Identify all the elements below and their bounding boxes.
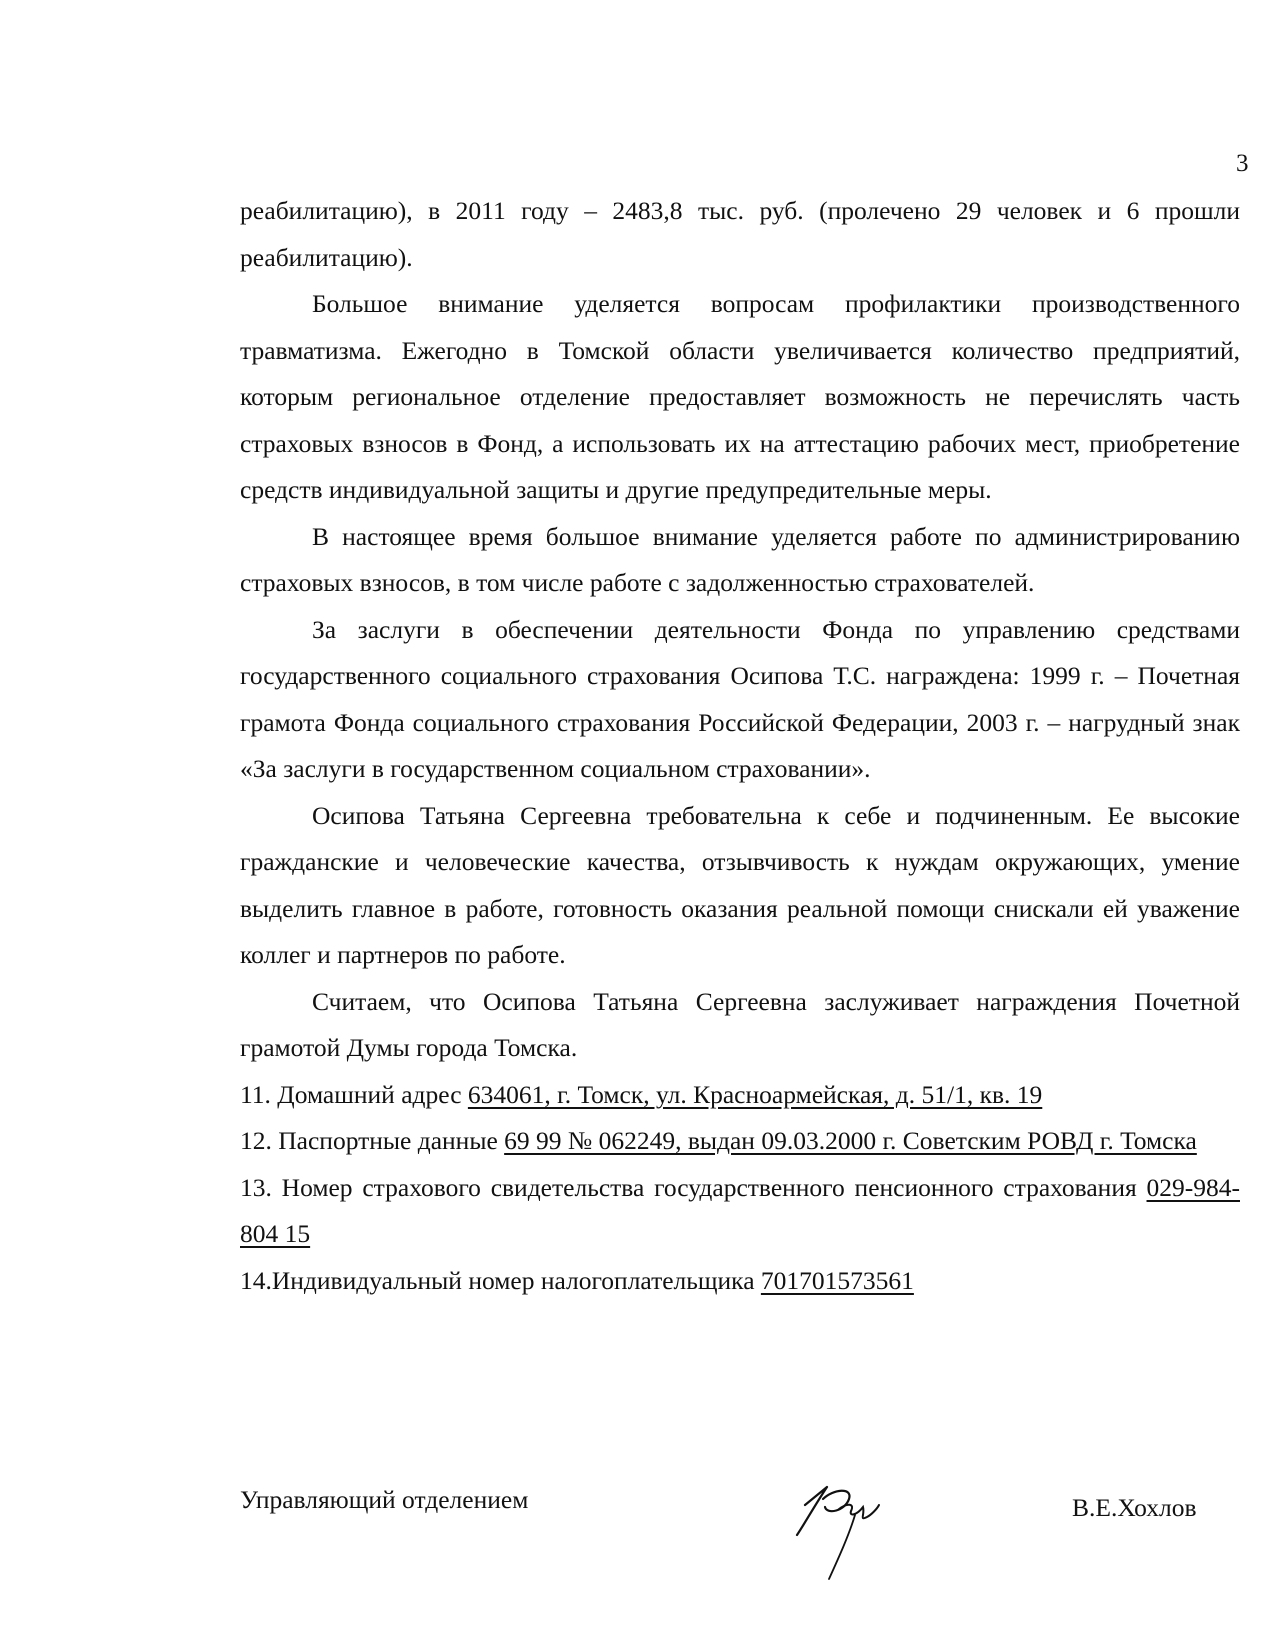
taxpayer-number-value: 701701573561	[760, 1265, 914, 1295]
passport-label: 12. Паспортные данные	[240, 1126, 505, 1155]
signatory-name: В.Е.Хохлов	[1072, 1493, 1197, 1522]
paragraph-characteristics: Осипова Татьяна Сергеевна требовательна к себе и подчиненным. Ее высокие гражданские и человеческие качества, отзывчивость к нуждам окружающих, умение выделить главное в работе, готовность оказания реальной помощи снискали ей уважение коллег и партнеров по работе.	[240, 800, 1240, 969]
page-number: 3	[1236, 150, 1249, 177]
handwritten-signature	[775, 1475, 895, 1585]
signatory-title: Управляющий отделением	[240, 1485, 529, 1514]
home-address-label: 11. Домашний адрес	[240, 1079, 468, 1109]
paragraph-recommendation: Считаем, что Осипова Татьяна Сергеевна заслуживает награждения Почетной грамотой Думы города Томска.	[240, 986, 1240, 1062]
item-insurance-certificate	[240, 1165, 1240, 1258]
insurance-certificate-value: 029-984-804 15	[240, 1172, 1240, 1248]
paragraph-rehabilitation: реабилитацию), в 2011 году – 2483,8 тыс. руб. (пролечено 29 человек и 6 прошли реабилитацию).	[240, 196, 1240, 272]
item-home-address	[240, 1072, 1240, 1119]
signature-block	[240, 1475, 1240, 1595]
document-body	[240, 188, 1240, 1304]
taxpayer-number-label: 14.Индивидуальный номер налогоплательщика	[240, 1265, 761, 1295]
paragraph-administration: В настоящее время большое внимание уделяется работе по администрированию страховых взносов, в том числе работе с задолженностью страхователей.	[240, 521, 1240, 597]
item-passport	[240, 1118, 1240, 1165]
paragraph-injury-prevention: Большое внимание уделяется вопросам профилактики производственного травматизма. Ежегодно в Томской области увеличивается количество предприятий, которым региональное отделение предоставляет возможность не перечислять часть страховых взносов в Фонд, а использовать их на аттестацию рабочих мест, приобретение средств индивидуальной защиты и другие предупредительные меры.	[240, 289, 1240, 504]
passport-value: 69 99 № 062249, выдан 09.03.2000 г. Советским РОВД г. Томска	[504, 1126, 1197, 1155]
paragraph-awards: За заслуги в обеспечении деятельности Фонда по управлению средствами государственного социального страхования Осипова Т.С. награждена: 1999 г. – Почетная грамота Фонда социального страхования Российской Федерации, 2003 г. – нагрудный знак «За заслуги в государственном социальном страховании».	[240, 614, 1240, 783]
item-taxpayer-number	[240, 1258, 1240, 1305]
insurance-certificate-label: 13. Номер страхового свидетельства государственного пенсионного страхования	[240, 1172, 1147, 1202]
home-address-value: 634061, г. Томск, ул. Красноармейская, д. 51/1, кв. 19	[467, 1079, 1043, 1109]
